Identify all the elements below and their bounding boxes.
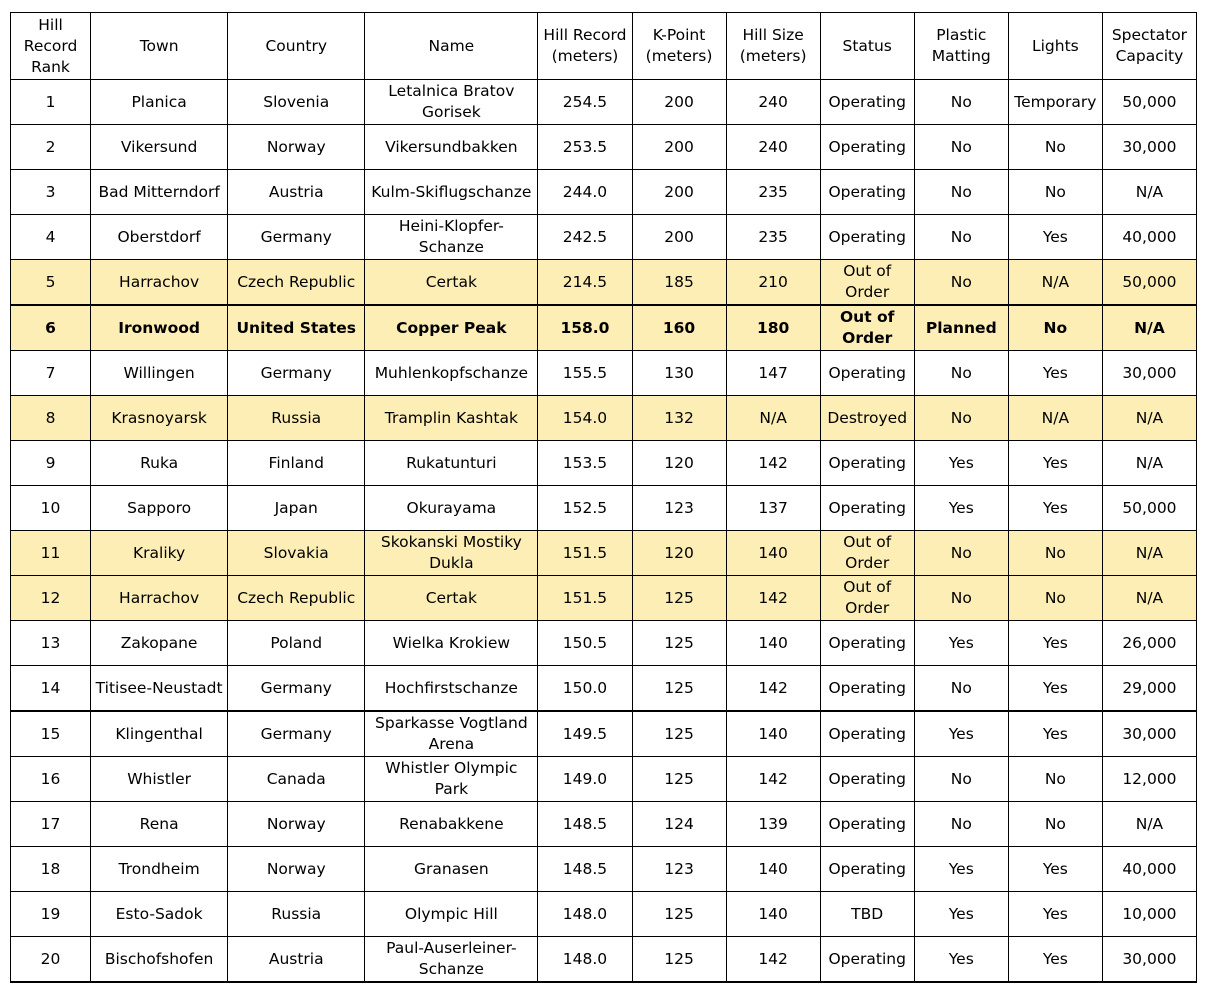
header-name: Name (365, 13, 538, 80)
cell-town: Esto-Sadok (91, 892, 228, 937)
cell-hill-record: 242.5 (538, 215, 632, 260)
cell-name: Sparkasse Vogtland Arena (365, 711, 538, 757)
cell-town: Rena (91, 802, 228, 847)
cell-country: Germany (228, 711, 365, 757)
cell-rank: 17 (11, 802, 91, 847)
cell-k-point: 120 (632, 441, 726, 486)
cell-k-point: 125 (632, 892, 726, 937)
cell-hill-record: 150.0 (538, 666, 632, 712)
cell-lights: N/A (1008, 396, 1102, 441)
ski-hill-table-container (10, 12, 1197, 983)
cell-k-point: 125 (632, 711, 726, 757)
table-row (11, 531, 1197, 576)
cell-name: Hochfirstschanze (365, 666, 538, 712)
table-row (11, 215, 1197, 260)
cell-spectator-capacity: N/A (1102, 576, 1196, 621)
cell-lights: Yes (1008, 666, 1102, 712)
cell-k-point: 124 (632, 802, 726, 847)
cell-lights: No (1008, 802, 1102, 847)
cell-name: Letalnica Bratov Gorisek (365, 80, 538, 125)
cell-town: Bad Mitterndorf (91, 170, 228, 215)
cell-spectator-capacity: 50,000 (1102, 260, 1196, 306)
cell-name: Heini-Klopfer-Schanze (365, 215, 538, 260)
cell-plastic-matting: Yes (914, 486, 1008, 531)
cell-plastic-matting: No (914, 757, 1008, 802)
cell-hill-size: 240 (726, 125, 820, 170)
cell-town: Oberstdorf (91, 215, 228, 260)
cell-country: Slovenia (228, 80, 365, 125)
cell-spectator-capacity: 10,000 (1102, 892, 1196, 937)
cell-status: Out of Order (820, 260, 914, 306)
cell-country: Russia (228, 892, 365, 937)
cell-town: Klingenthal (91, 711, 228, 757)
cell-rank: 1 (11, 80, 91, 125)
table-row (11, 892, 1197, 937)
cell-status: Operating (820, 937, 914, 983)
header-spectator-capacity: Spectator Capacity (1102, 13, 1196, 80)
cell-k-point: 125 (632, 576, 726, 621)
cell-lights: No (1008, 531, 1102, 576)
cell-status: Operating (820, 441, 914, 486)
cell-town: Krasnoyarsk (91, 396, 228, 441)
cell-k-point: 160 (632, 305, 726, 351)
cell-spectator-capacity: 26,000 (1102, 621, 1196, 666)
header-rank: Hill Record Rank (11, 13, 91, 80)
cell-town: Ironwood (91, 305, 228, 351)
cell-rank: 11 (11, 531, 91, 576)
cell-town: Trondheim (91, 847, 228, 892)
cell-country: United States (228, 305, 365, 351)
cell-country: Finland (228, 441, 365, 486)
cell-spectator-capacity: 29,000 (1102, 666, 1196, 712)
cell-name: Vikersundbakken (365, 125, 538, 170)
table-row (11, 125, 1197, 170)
cell-country: Norway (228, 847, 365, 892)
cell-country: Austria (228, 937, 365, 983)
table-row (11, 937, 1197, 983)
cell-lights: Yes (1008, 937, 1102, 983)
cell-status: Operating (820, 486, 914, 531)
cell-town: Willingen (91, 351, 228, 396)
cell-hill-size: 142 (726, 937, 820, 983)
cell-rank: 16 (11, 757, 91, 802)
cell-spectator-capacity: N/A (1102, 441, 1196, 486)
cell-hill-size: 140 (726, 892, 820, 937)
cell-k-point: 123 (632, 486, 726, 531)
cell-lights: Yes (1008, 847, 1102, 892)
cell-town: Ruka (91, 441, 228, 486)
cell-plastic-matting: Yes (914, 937, 1008, 983)
cell-status: Operating (820, 80, 914, 125)
cell-name: Okurayama (365, 486, 538, 531)
cell-plastic-matting: No (914, 215, 1008, 260)
table-row (11, 170, 1197, 215)
cell-lights: Yes (1008, 486, 1102, 531)
header-hill-size: Hill Size (meters) (726, 13, 820, 80)
cell-status: Operating (820, 757, 914, 802)
cell-rank: 18 (11, 847, 91, 892)
header-status: Status (820, 13, 914, 80)
header-lights: Lights (1008, 13, 1102, 80)
table-row (11, 847, 1197, 892)
cell-plastic-matting: No (914, 170, 1008, 215)
cell-name: Renabakkene (365, 802, 538, 847)
cell-hill-size: 210 (726, 260, 820, 306)
table-row (11, 711, 1197, 757)
table-row (11, 351, 1197, 396)
cell-plastic-matting: No (914, 80, 1008, 125)
cell-hill-record: 154.0 (538, 396, 632, 441)
cell-k-point: 200 (632, 125, 726, 170)
cell-country: Norway (228, 802, 365, 847)
cell-rank: 13 (11, 621, 91, 666)
cell-status: TBD (820, 892, 914, 937)
cell-plastic-matting: Yes (914, 621, 1008, 666)
cell-plastic-matting: No (914, 666, 1008, 712)
cell-plastic-matting: No (914, 260, 1008, 306)
cell-plastic-matting: Planned (914, 305, 1008, 351)
table-row (11, 80, 1197, 125)
cell-hill-record: 155.5 (538, 351, 632, 396)
cell-k-point: 132 (632, 396, 726, 441)
cell-hill-size: 140 (726, 847, 820, 892)
cell-plastic-matting: Yes (914, 711, 1008, 757)
cell-country: Japan (228, 486, 365, 531)
cell-hill-record: 253.5 (538, 125, 632, 170)
cell-town: Sapporo (91, 486, 228, 531)
cell-rank: 6 (11, 305, 91, 351)
cell-k-point: 120 (632, 531, 726, 576)
cell-hill-size: 140 (726, 711, 820, 757)
cell-spectator-capacity: 40,000 (1102, 847, 1196, 892)
cell-country: Canada (228, 757, 365, 802)
cell-town: Bischofshofen (91, 937, 228, 983)
cell-rank: 20 (11, 937, 91, 983)
cell-k-point: 125 (632, 621, 726, 666)
cell-country: Germany (228, 666, 365, 712)
cell-plastic-matting: No (914, 531, 1008, 576)
cell-rank: 10 (11, 486, 91, 531)
cell-name: Paul-Auserleiner-Schanze (365, 937, 538, 983)
cell-town: Planica (91, 80, 228, 125)
table-row (11, 260, 1197, 306)
cell-hill-record: 153.5 (538, 441, 632, 486)
header-k-point: K-Point (meters) (632, 13, 726, 80)
cell-plastic-matting: Yes (914, 441, 1008, 486)
cell-k-point: 125 (632, 666, 726, 712)
cell-hill-record: 158.0 (538, 305, 632, 351)
cell-spectator-capacity: 50,000 (1102, 486, 1196, 531)
cell-plastic-matting: No (914, 396, 1008, 441)
cell-plastic-matting: Yes (914, 892, 1008, 937)
cell-spectator-capacity: N/A (1102, 396, 1196, 441)
cell-k-point: 125 (632, 757, 726, 802)
cell-hill-record: 149.0 (538, 757, 632, 802)
cell-spectator-capacity: 30,000 (1102, 125, 1196, 170)
cell-status: Operating (820, 170, 914, 215)
cell-rank: 15 (11, 711, 91, 757)
cell-status: Operating (820, 711, 914, 757)
cell-town: Zakopane (91, 621, 228, 666)
cell-plastic-matting: No (914, 802, 1008, 847)
cell-country: Germany (228, 215, 365, 260)
cell-lights: Yes (1008, 892, 1102, 937)
cell-plastic-matting: No (914, 576, 1008, 621)
cell-hill-record: 148.5 (538, 802, 632, 847)
cell-name: Skokanski Mostiky Dukla (365, 531, 538, 576)
cell-town: Titisee-Neustadt (91, 666, 228, 712)
cell-k-point: 125 (632, 937, 726, 983)
table-row (11, 305, 1197, 351)
cell-plastic-matting: No (914, 351, 1008, 396)
cell-spectator-capacity: 40,000 (1102, 215, 1196, 260)
table-row (11, 802, 1197, 847)
cell-hill-record: 254.5 (538, 80, 632, 125)
cell-country: Austria (228, 170, 365, 215)
table-row (11, 666, 1197, 712)
cell-hill-record: 244.0 (538, 170, 632, 215)
header-plastic-matting: Plastic Matting (914, 13, 1008, 80)
cell-town: Harrachov (91, 576, 228, 621)
table-row (11, 621, 1197, 666)
cell-name: Copper Peak (365, 305, 538, 351)
cell-lights: No (1008, 125, 1102, 170)
cell-hill-size: 140 (726, 621, 820, 666)
cell-hill-record: 148.0 (538, 892, 632, 937)
cell-name: Kulm-Skiflugschanze (365, 170, 538, 215)
cell-spectator-capacity: 30,000 (1102, 937, 1196, 983)
cell-k-point: 200 (632, 170, 726, 215)
cell-k-point: 130 (632, 351, 726, 396)
cell-lights: No (1008, 757, 1102, 802)
cell-spectator-capacity: N/A (1102, 531, 1196, 576)
cell-status: Out of Order (820, 531, 914, 576)
cell-status: Operating (820, 621, 914, 666)
cell-hill-record: 150.5 (538, 621, 632, 666)
cell-lights: Temporary (1008, 80, 1102, 125)
cell-town: Harrachov (91, 260, 228, 306)
cell-status: Operating (820, 125, 914, 170)
cell-country: Norway (228, 125, 365, 170)
cell-country: Russia (228, 396, 365, 441)
cell-country: Germany (228, 351, 365, 396)
cell-status: Destroyed (820, 396, 914, 441)
header-row (11, 13, 1197, 80)
cell-k-point: 185 (632, 260, 726, 306)
cell-status: Operating (820, 802, 914, 847)
table-row (11, 757, 1197, 802)
ski-hill-records-table (10, 12, 1197, 983)
cell-name: Certak (365, 576, 538, 621)
cell-status: Operating (820, 666, 914, 712)
cell-rank: 7 (11, 351, 91, 396)
header-country: Country (228, 13, 365, 80)
cell-rank: 9 (11, 441, 91, 486)
cell-status: Operating (820, 215, 914, 260)
cell-k-point: 123 (632, 847, 726, 892)
cell-country: Czech Republic (228, 260, 365, 306)
cell-rank: 5 (11, 260, 91, 306)
header-hill-record: Hill Record (meters) (538, 13, 632, 80)
cell-hill-record: 148.5 (538, 847, 632, 892)
cell-spectator-capacity: 50,000 (1102, 80, 1196, 125)
cell-spectator-capacity: N/A (1102, 170, 1196, 215)
cell-lights: No (1008, 305, 1102, 351)
cell-hill-record: 151.5 (538, 531, 632, 576)
cell-spectator-capacity: 30,000 (1102, 351, 1196, 396)
cell-hill-size: 142 (726, 441, 820, 486)
cell-name: Certak (365, 260, 538, 306)
cell-name: Rukatunturi (365, 441, 538, 486)
cell-hill-record: 214.5 (538, 260, 632, 306)
cell-hill-size: 147 (726, 351, 820, 396)
cell-name: Granasen (365, 847, 538, 892)
cell-rank: 12 (11, 576, 91, 621)
cell-hill-size: 142 (726, 757, 820, 802)
cell-lights: Yes (1008, 215, 1102, 260)
cell-country: Slovakia (228, 531, 365, 576)
cell-town: Whistler (91, 757, 228, 802)
cell-lights: No (1008, 170, 1102, 215)
cell-hill-size: 140 (726, 531, 820, 576)
cell-lights: Yes (1008, 711, 1102, 757)
cell-rank: 19 (11, 892, 91, 937)
cell-hill-record: 152.5 (538, 486, 632, 531)
cell-spectator-capacity: 12,000 (1102, 757, 1196, 802)
cell-name: Muhlenkopfschanze (365, 351, 538, 396)
table-row (11, 486, 1197, 531)
cell-lights: Yes (1008, 351, 1102, 396)
table-row (11, 576, 1197, 621)
cell-name: Whistler Olympic Park (365, 757, 538, 802)
cell-town: Vikersund (91, 125, 228, 170)
table-row (11, 396, 1197, 441)
cell-country: Poland (228, 621, 365, 666)
cell-spectator-capacity: N/A (1102, 802, 1196, 847)
cell-rank: 3 (11, 170, 91, 215)
cell-rank: 8 (11, 396, 91, 441)
cell-hill-size: 180 (726, 305, 820, 351)
cell-rank: 2 (11, 125, 91, 170)
cell-name: Tramplin Kashtak (365, 396, 538, 441)
cell-k-point: 200 (632, 215, 726, 260)
cell-hill-size: 235 (726, 215, 820, 260)
cell-hill-size: 142 (726, 666, 820, 712)
cell-town: Kraliky (91, 531, 228, 576)
cell-status: Out of Order (820, 576, 914, 621)
cell-lights: Yes (1008, 441, 1102, 486)
cell-hill-size: 235 (726, 170, 820, 215)
cell-hill-size: N/A (726, 396, 820, 441)
cell-plastic-matting: No (914, 125, 1008, 170)
cell-lights: N/A (1008, 260, 1102, 306)
cell-hill-record: 151.5 (538, 576, 632, 621)
cell-status: Operating (820, 351, 914, 396)
cell-name: Wielka Krokiew (365, 621, 538, 666)
cell-rank: 14 (11, 666, 91, 712)
cell-name: Olympic Hill (365, 892, 538, 937)
cell-lights: No (1008, 576, 1102, 621)
table-row (11, 441, 1197, 486)
cell-rank: 4 (11, 215, 91, 260)
cell-spectator-capacity: N/A (1102, 305, 1196, 351)
cell-spectator-capacity: 30,000 (1102, 711, 1196, 757)
cell-country: Czech Republic (228, 576, 365, 621)
cell-hill-size: 139 (726, 802, 820, 847)
table-body (11, 80, 1197, 983)
cell-status: Operating (820, 847, 914, 892)
cell-k-point: 200 (632, 80, 726, 125)
cell-hill-size: 142 (726, 576, 820, 621)
cell-hill-size: 137 (726, 486, 820, 531)
cell-plastic-matting: Yes (914, 847, 1008, 892)
cell-hill-size: 240 (726, 80, 820, 125)
cell-lights: Yes (1008, 621, 1102, 666)
cell-status: Out of Order (820, 305, 914, 351)
cell-hill-record: 148.0 (538, 937, 632, 983)
header-town: Town (91, 13, 228, 80)
cell-hill-record: 149.5 (538, 711, 632, 757)
